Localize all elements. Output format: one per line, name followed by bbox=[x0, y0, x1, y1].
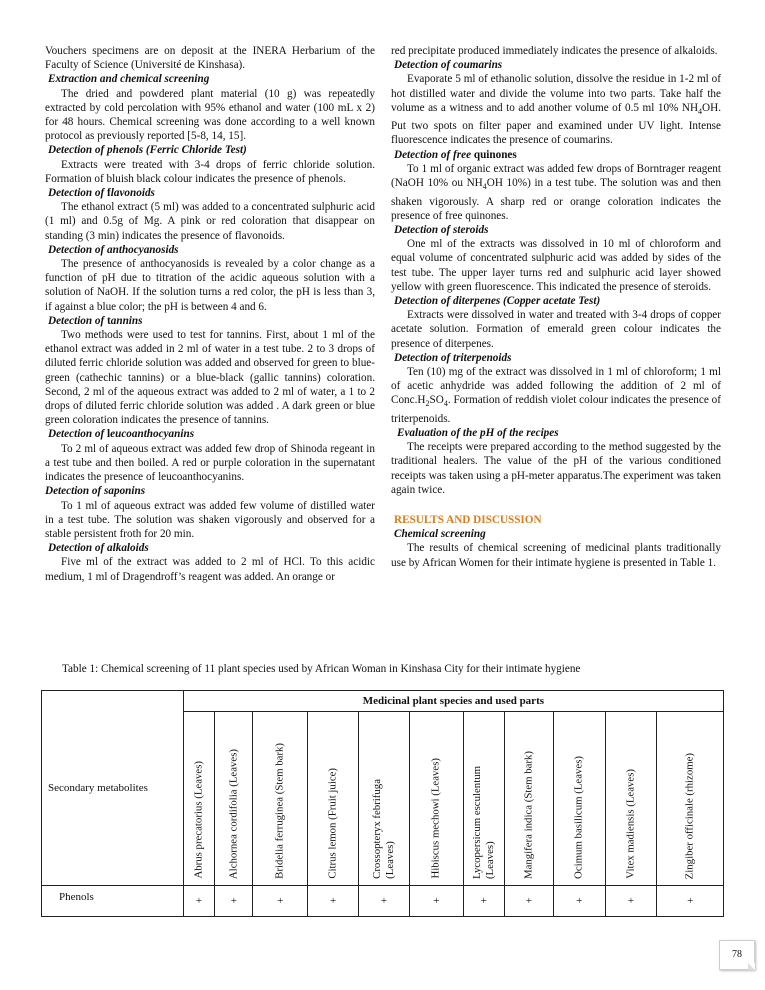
species-label: Lycopersicum esculentum (Leaves) bbox=[470, 765, 496, 879]
right-column bbox=[391, 44, 721, 570]
section-heading-triterpenoids: Detection of triterpenoids bbox=[394, 351, 512, 364]
steroids-paragraph: One ml of the extracts was dissolved in 10 ml of chloroform and equal volume of concentrated sulphuric acid was added by sides of the test tube. The upper layer turns red and sulphuric acid layer showed yellow with green fluorescence. This indicated the presence of steroids. bbox=[391, 238, 721, 293]
chemical-screening-table bbox=[41, 690, 724, 917]
group-header-cell bbox=[183, 691, 723, 712]
species-header-cell bbox=[553, 712, 605, 886]
result-cell: + bbox=[308, 886, 359, 917]
result-cell: + bbox=[463, 886, 504, 917]
species-label: Zingiber officinale (rhizome) bbox=[683, 752, 696, 879]
species-header-cell bbox=[253, 712, 308, 886]
alkaloids-continued-paragraph: red precipitate produced immediately indicates the presence of alkaloids. bbox=[391, 45, 718, 57]
result-cell: + bbox=[409, 886, 463, 917]
result-cell: + bbox=[553, 886, 605, 917]
intro-paragraph: Vouchers specimens are on deposit at the INERA Herbarium of the Faculty of Science (Université de Kinshasa). bbox=[45, 45, 375, 72]
species-header-cell bbox=[183, 712, 214, 886]
species-label: Ocimum basilicum (Leaves) bbox=[572, 756, 585, 879]
group-header-label: Medicinal plant species and used parts bbox=[362, 694, 545, 707]
section-heading-quinones: Detection of free quinones bbox=[394, 148, 517, 161]
flavonoids-paragraph: The ethanol extract (5 ml) was added to a concentrated sulphuric acid (1 ml) and 0.5g of Mg. A pink or red coloration that disappear on standing (3 min) indicates the presence of flavonoids. bbox=[45, 201, 375, 242]
tannins-paragraph: Two methods were used to test for tannins. First, about 1 ml of the ethanol extract was added in 2 ml of water in a test tube. 2 to 3 drops of diluted ferric chloride solution was added and observed for green to blue-green (cathechic tannins) or a blue-black (gallic tannins) coloration. Second, 2 ml of the aqueous extract was added to 2 ml of water, a 1 to 2 drops of diluted ferric chloride solution was added . A dark green or blue green coloration indicates the presence of tannins. bbox=[45, 329, 375, 427]
triterpenoids-paragraph: Ten (10) mg of the extract was dissolved in 1 ml of chloroform; 1 ml of acetic anhydride was added following the addition of 2 ml of $Conc.H_2SO_4$. Formation of reddish violet colour indicates the presence of triterpenoids. bbox=[391, 365, 721, 425]
quinones-paragraph: To 1 ml of organic extract was added few drops of Borntrager reagent (NaOH 10% ou $NH_4OH$ 10%) in a test tube. The solution was and then shaken vigorously. A sharp red or orange coloration indicates the presence of free quinones. bbox=[391, 162, 721, 222]
section-heading-chemical-screening: Chemical screening bbox=[394, 528, 486, 541]
left-column bbox=[45, 44, 375, 584]
species-label: Mangifera indica (Stem bark) bbox=[522, 750, 535, 879]
species-label: Vitex madiensis (Leaves) bbox=[624, 769, 637, 879]
section-heading-phenols: Detection of phenols (Ferric Chloride Test) bbox=[48, 144, 247, 157]
result-cell: + bbox=[183, 886, 214, 917]
extraction-paragraph: The dried and powdered plant material (10 g) was repeatedly extracted by cold percolation with 95% ethanol and water (100 mL x 2) for 48 hours. Chemical screening was done according to a well known protocol as previously reported [5-8, 14, 15]. bbox=[45, 87, 375, 143]
coumarins-paragraph: Evaporate 5 ml of ethanolic solution, dissolve the residue in 1-2 ml of hot distilled water and divide the volume into two parts. Take half the volume as a witness and to add another volume of 0.5 ml 10% $NH_4OH$. Put two spots on filter paper and examined under UV light. Intense fluorescence indicates the presence of coumarins. bbox=[391, 73, 721, 147]
species-header-cell bbox=[308, 712, 359, 886]
section-heading-anthocyanosids: Detection of anthocyanosids bbox=[48, 243, 179, 256]
section-heading-leucoanthocyanins: Detection of leucoanthocyanins bbox=[48, 428, 195, 441]
row-header-label: Secondary metabolites bbox=[48, 781, 148, 794]
species-label: Alchornea cordifolia (Leaves) bbox=[227, 748, 240, 879]
metabolite-label: Phenols bbox=[42, 886, 184, 917]
page-number: 78 bbox=[719, 940, 755, 970]
section-heading-saponins: Detection of saponins bbox=[45, 485, 146, 498]
species-label: Bridelia ferruginea (Stem bark) bbox=[273, 743, 286, 879]
species-header-cell bbox=[605, 712, 657, 886]
result-cell: + bbox=[504, 886, 553, 917]
chemical-screening-paragraph: The results of chemical screening of medicinal plants traditionally use by African Women for their intimate hygiene is presented in Table 1. bbox=[391, 542, 721, 569]
result-cell: + bbox=[657, 886, 724, 917]
section-heading-flavonoids: Detection of flavonoids bbox=[48, 187, 155, 200]
species-label: Hibiscus mechowi (Leaves) bbox=[429, 758, 442, 879]
section-heading-diterpenes: Detection of diterpenes (Copper acetate Test) bbox=[394, 294, 601, 307]
result-cell: + bbox=[215, 886, 253, 917]
species-header-cell bbox=[463, 712, 504, 886]
alkaloids-paragraph: Five ml of the extract was added to 2 ml of HCl. To this acidic medium, 1 ml of Dragendroff’s reagent was added. An orange or bbox=[45, 556, 375, 583]
section-heading-steroids: Detection of steroids bbox=[394, 223, 489, 236]
species-label: Citrus lemon (Fruit juice) bbox=[326, 768, 339, 879]
diterpenes-paragraph: Extracts were dissolved in water and treated with 3-4 drops of copper acetate solution. Formation of emerald green colour indicates the presence of diterpenes. bbox=[391, 309, 721, 350]
species-label: Abrus precatorius (Leaves) bbox=[192, 761, 205, 879]
section-heading-alkaloids: Detection of alkaloids bbox=[48, 542, 149, 555]
species-label: Crossopteryx febrifuga (Leaves) bbox=[370, 779, 396, 879]
phenols-paragraph: Extracts were treated with 3-4 drops of ferric chloride solution. Formation of bluish black colour indicates the presence of phenols. bbox=[45, 158, 375, 185]
species-header-cell bbox=[657, 712, 724, 886]
species-header-cell bbox=[409, 712, 463, 886]
ph-paragraph: The receipts were prepared according to the method suggested by the traditional healers. The value of the pH of the various conditioned receipts was taken using a pH-meter apparatus.The experiment was taken again twice. bbox=[391, 441, 721, 496]
species-header-cell bbox=[504, 712, 553, 886]
row-header-cell bbox=[42, 691, 184, 886]
results-heading: RESULTS AND DISCUSSION bbox=[394, 514, 542, 526]
section-heading-tannins: Detection of tannins bbox=[48, 314, 143, 327]
anthocyanosids-paragraph: The presence of anthocyanosids is revealed by a color change as a function of pH due to titration of the acidic aqueous solution with a solution of NaOH. If the solution turns a red color, the pH is less than 3, if against a blue color; the pH is between 4 and 6. bbox=[45, 258, 375, 313]
species-header-cell bbox=[359, 712, 410, 886]
result-cell: + bbox=[359, 886, 410, 917]
saponins-paragraph: To 1 ml of aqueous extract was added few volume of distilled water in a test tube. The solution was shaken vigorously and observed for a stable persistent froth for 20 min. bbox=[45, 499, 375, 540]
section-heading-extraction: Extraction and chemical screening bbox=[48, 73, 210, 86]
species-header-cell bbox=[215, 712, 253, 886]
table-row bbox=[42, 886, 724, 917]
result-cell: + bbox=[253, 886, 308, 917]
section-heading-coumarins: Detection of coumarins bbox=[394, 59, 503, 72]
leucoanthocyanins-paragraph: To 2 ml of aqueous extract was added few drop of Shinoda regeant in a test tube and then boiled. A red or purple coloration in the supernatant indicates the presence of leucoanthocyanins. bbox=[45, 442, 375, 484]
result-cell: + bbox=[605, 886, 657, 917]
table-caption: Table 1: Chemical screening of 11 plant species used by African Woman in Kinshasa City for their intimate hygiene bbox=[62, 663, 581, 675]
section-heading-ph: Evaluation of the pH of the recipes bbox=[397, 426, 559, 439]
